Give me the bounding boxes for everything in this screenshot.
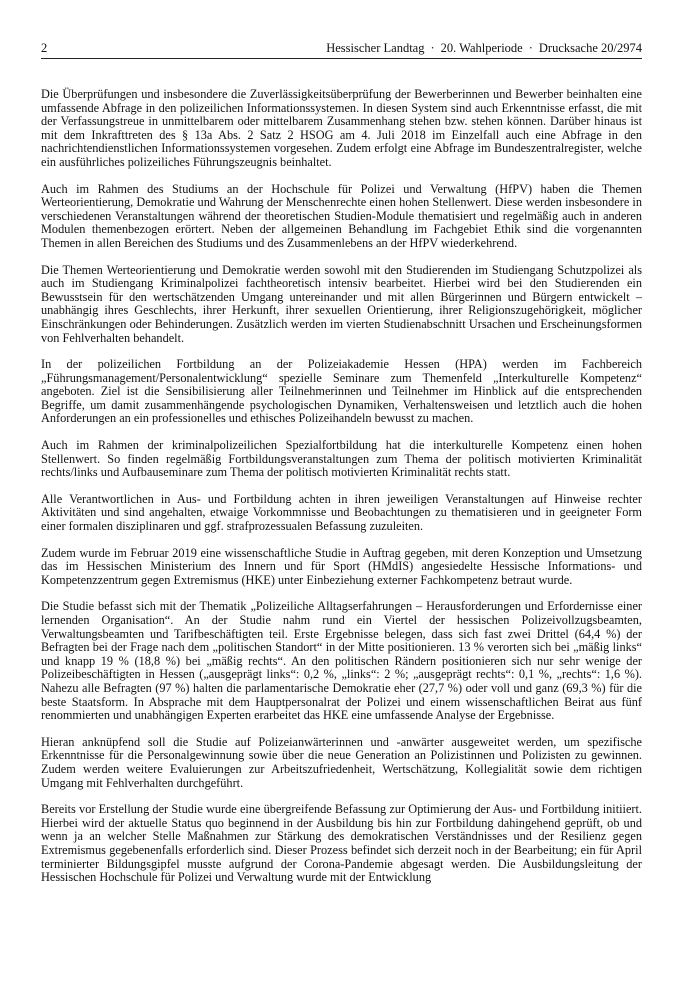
paragraph: Auch im Rahmen des Studiums an der Hochschule für Polizei und Verwaltung (HfPV) haben die Themen Werteorientierung, Demokratie und Wahrung der Menschenrechte einen hohen Stellenwert. Diese werden insbesondere in verschiedenen Veranstaltungen während der theoretischen Studien-Module thematisiert und regelmäßig auch in anderen Modulen themenbezogen erörtert. Neben der allgemeinen Behandlung im Fachgebiet Ethik sind die vorgenannten Themen in allen Bereichen des Studiums und des Zusammenlebens an der HfPV wiederkehrend. (41, 181, 642, 250)
page-header (41, 40, 642, 59)
paragraph: Alle Verantwortlichen in Aus- und Fortbildung achten in ihren jeweiligen Veranstaltungen auf Hinweise rechter Aktivitäten und sind angehalten, etwaige Vorkommnisse und Beobachtungen zu thematisieren und in geeigneter Form einer formalen disziplinaren und ggf. strafprozessualen Befassung zuzuleiten. (41, 491, 642, 534)
header-separator: · (430, 41, 435, 55)
paragraph: Zudem wurde im Februar 2019 eine wissenschaftliche Studie in Auftrag gegeben, mit deren Konzeption und Umsetzung das im Hessischen Ministerium des Innern und für Sport (HMdIS) angesiedelte Hessische Informations- und Kompetenzzentrum gegen Extremismus (HKE) unter Einbeziehung externer Fachkompetenz betraut wurde. (41, 545, 642, 587)
paragraph: Die Überprüfungen und insbesondere die Zuverlässigkeitsüberprüfung der Bewerberinnen und Bewerber beinhalten eine umfassende Abfrage in den polizeilichen Informationssystemen. In diesen System sind auch Erkenntnisse erfasst, die mit der Verfassungstreue in unmittelbarem oder mittelbarem Zusammenhang stehen bzw. stehen können. Darüber hinaus ist mit dem Inkrafttreten des § 13a Abs. 2 Satz 2 HSOG am 4. Juli 2018 im Einzelfall auch eine Abfrage in den nachrichtendienstlichen Informationssystemen vorgesehen. Zudem erfolgt eine Abfrage im Bundeszentralregister, welche ein ausführliches polizeiliches Führungszeugnis beinhaltet. (41, 87, 642, 169)
header-info (326, 41, 642, 56)
document-body (41, 88, 642, 898)
header-doc: Drucksache 20/2974 (538, 41, 642, 55)
paragraph: Auch im Rahmen der kriminalpolizeilichen Spezialfortbildung hat die interkulturelle Kompetenz einen hohen Stellenwert. So finden regelmäßig Fortbildungsveranstaltungen zum Thema der politisch motivierten Kriminalität rechts/links und Aufbauseminare zum Thema der politisch motivierten Kriminalität rechts statt. (41, 438, 642, 480)
page-number: 2 (41, 41, 48, 55)
paragraph: Die Studie befasst sich mit der Thematik „Polizeiliche Alltagserfahrungen – Herausforderungen und Erfordernisse einer lernenden Organisation“. An der Studie nahm rund ein Viertel der hessischen Polizeivollzugsbeamten, Verwaltungsbeamten und Tarifbeschäftigten teil. Erste Ergebnisse belegen, dass sich fast zwei Drittel (64,4 %) der Befragten bei der Frage nach dem „politischen Standort“ in der Mitte positionieren. 13 % verorten sich bei „mäßig links“ und knapp 19 % (18,8 %) bei „mäßig rechts“. An den politischen Rändern positionieren sich nur sehr wenige der Polizeibeschäftigten in Hessen („ausgeprägt links“: 0,2 %, „links“: 2 %; „ausgeprägt rechts“: 0,1 %, „rechts“: 1,6 %). Nahezu alle Befragten (97 %) halten die parlamentarische Demokratie eher (27,7 %) oder voll und ganz (69,3 %) für die beste Staatsform. In Absprache mit dem Hauptpersonalrat der Polizei und einem wissenschaftlichen Beirat aus fünf renommierten und unabhängigen Experten erarbeitet das HKE eine umfassende Analyse der Ergebnisse. (41, 599, 642, 723)
header-separator: · (528, 41, 533, 55)
paragraph: In der polizeilichen Fortbildung an der Polizeiakademie Hessen (HPA) werden im Fachbereich „Führungsmanagement/Personalentwicklung“ spezielle Seminare zum Themenfeld „Interkulturelle Kompetenz“ angeboten. Ziel ist die Sensibilisierung aller Teilnehmerinnen und Teilnehmer im Hinblick auf die entsprechenden Begriffe, um damit zusammenhängende psychologischen Dynamiken, Verhaltensweisen und letztlich auch die hohen Anforderungen an ein professionelles und ethisches Polizeihandeln bewusst zu machen. (41, 357, 642, 426)
paragraph: Die Themen Werteorientierung und Demokratie werden sowohl mit den Studierenden im Studiengang Schutzpolizei als auch im Studiengang Kriminalpolizei fachtheoretisch intensiv bearbeitet. Hierbei wird bei den Studierenden ein Bewusstsein für den wertschätzenden Umgang untereinander und mit allen Bürgerinnen und Bürgern entwickelt – unabhängig ihres Geschlechts, ihrer Herkunft, ihrer sexuellen Orientierung, ihrer Religionszugehörigkeit, möglicher Einschränkungen oder Behinderungen. Zusätzlich werden im vierten Studienabschnitt Ursachen und Erscheinungsformen von Fehlverhalten behandelt. (41, 262, 642, 345)
paragraph: Bereits vor Erstellung der Studie wurde eine übergreifende Befassung zur Optimierung der Aus- und Fortbildung initiiert. Hierbei wird der aktuelle Status quo beginnend in der Ausbildung bis hin zur Fortbildung dahingehend geprüft, ob und wenn ja an welcher Stelle Maßnahmen zur Stärkung des demokratischen Verständnisses und der Resilienz gegen Extremismus gegebenenfalls erforderlich sind. Dieser Prozess befindet sich derzeit noch in der Bearbeitung; ein für April terminierter Bildungsgipfel musste aufgrund der Corona-Pandemie abgesagt werden. Die Ausbildungsleitung der Hessischen Hochschule für Polizei und Verwaltung wurde mit der Entwicklung (41, 802, 642, 885)
header-body: Hessischer Landtag (326, 41, 425, 55)
header-period: 20. Wahlperiode (440, 41, 523, 55)
paragraph: Hieran anknüpfend soll die Studie auf Polizeianwärterinnen und -anwärter ausgeweitet werden, um spezifische Erkenntnisse für die Personalgewinnung sowie über die neue Generation an Polizistinnen und Polizisten zu gewinnen. Zudem werden weitere Evaluierungen zur Arbeitszufriedenheit, Wertschätzung, Kollegialität sowie dem richtigen Umgang mit Fehlverhalten durchgeführt. (41, 734, 642, 790)
